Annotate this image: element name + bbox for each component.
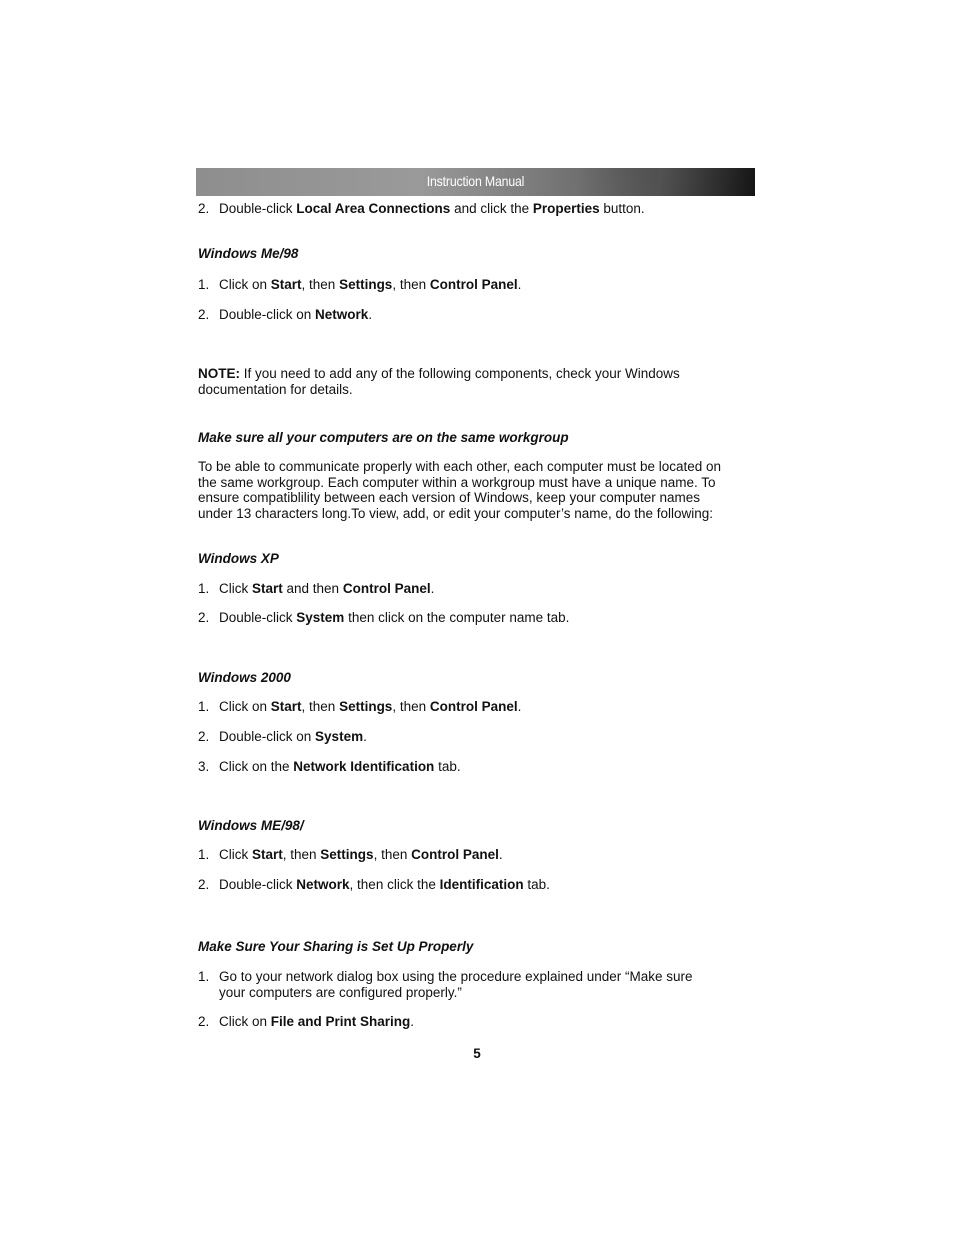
list-item: Double-click Local Area Connections and click the Properties button. — [219, 201, 645, 216]
list-item: Click on Start, then Settings, then Control Panel. — [219, 699, 522, 714]
header-bar — [196, 168, 755, 196]
section-heading: Windows XP — [198, 551, 279, 566]
list-item: Go to your network dialog box using the procedure explained under “Make sure your computers are configured properly.” — [219, 969, 693, 1000]
list-number: 2. — [198, 307, 210, 322]
list-item: Double-click System then click on the computer name tab. — [219, 610, 570, 625]
list-number: 2. — [198, 877, 210, 892]
list-number: 2. — [198, 729, 210, 744]
list-item: Click Start, then Settings, then Control Panel. — [219, 847, 503, 862]
list-item: Click on Start, then Settings, then Control Panel. — [219, 277, 522, 292]
list-number: 2. — [198, 1014, 210, 1029]
list-item: Double-click on System. — [219, 729, 367, 744]
section-heading: Windows Me/98 — [198, 246, 299, 261]
section-heading: Windows ME/98/ — [198, 818, 304, 833]
list-number: 1. — [198, 277, 210, 292]
section-heading: Make Sure Your Sharing is Set Up Properly — [198, 939, 474, 954]
list-item: Click Start and then Control Panel. — [219, 581, 435, 596]
list-item: Double-click Network, then click the Identification tab. — [219, 877, 550, 892]
note-paragraph: NOTE: If you need to add any of the following components, check your Windows documentation for details. — [198, 366, 680, 397]
list-number: 1. — [198, 969, 210, 984]
list-number: 1. — [198, 699, 210, 714]
list-item: Click on File and Print Sharing. — [219, 1014, 415, 1029]
list-number: 2. — [198, 201, 210, 216]
section-heading: Windows 2000 — [198, 670, 291, 685]
list-number: 3. — [198, 759, 210, 774]
list-number: 1. — [198, 847, 210, 862]
list-number: 1. — [198, 581, 210, 596]
list-item: Double-click on Network. — [219, 307, 373, 322]
page-number: 5 — [473, 1046, 481, 1061]
section-heading: Make sure all your computers are on the same workgroup — [198, 430, 569, 445]
list-number: 2. — [198, 610, 210, 625]
workgroup-paragraph: To be able to communicate properly with each other, each computer must be located on the same workgroup. Each computer within a workgroup must have a unique name. To ensure compatiblility between each version of Windows, keep your computer names under 13 characters long.To view, add, or edit your computer’s name, do the following: — [198, 459, 722, 521]
list-item: Click on the Network Identification tab. — [219, 759, 461, 774]
header-title: Instruction Manual — [426, 173, 525, 189]
